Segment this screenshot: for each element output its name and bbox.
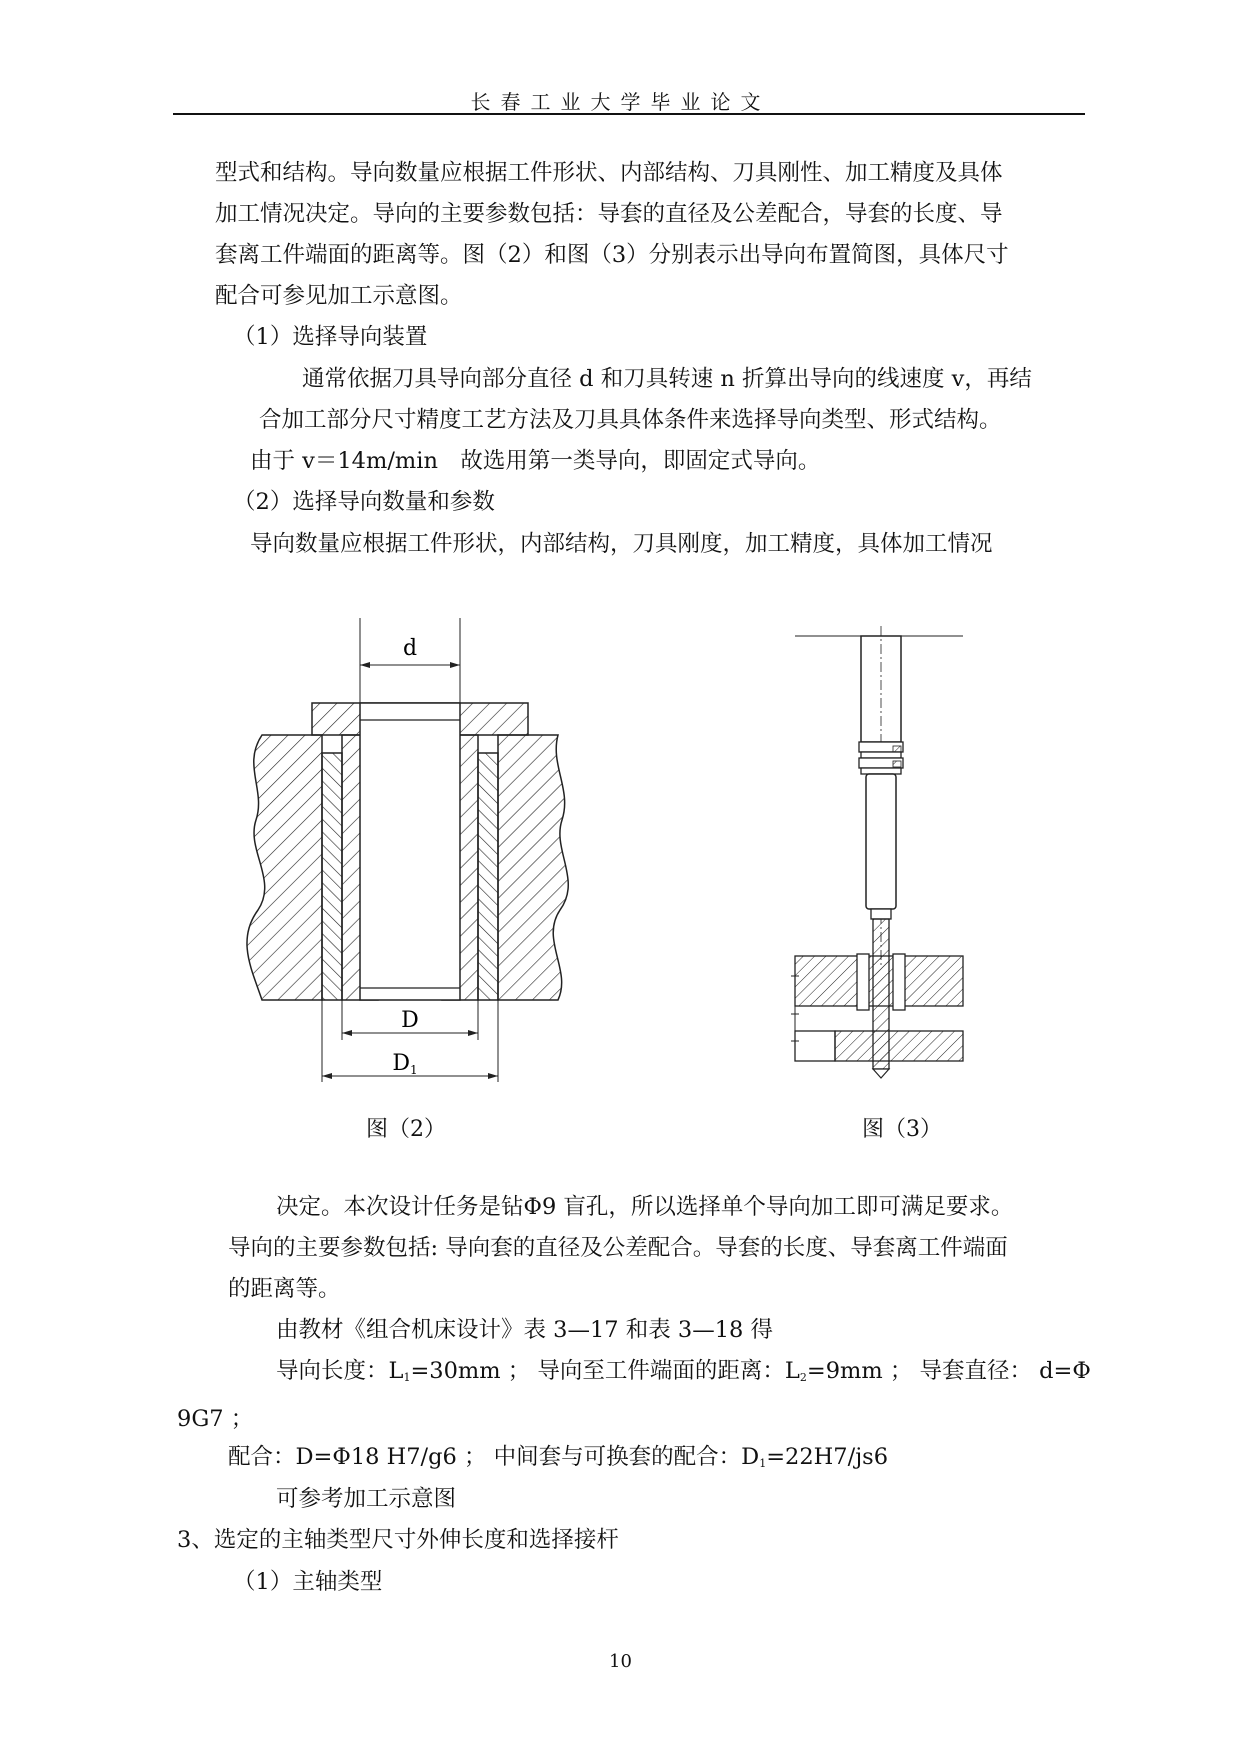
- paragraph-line: 由教材《组合机床设计》表 3—17 和表 3—18 得: [276, 1317, 774, 1343]
- dim-label-D1: D1: [392, 1051, 418, 1077]
- paragraph-line: 导向数量应根据工件形状，内部结构，刀具刚度，加工精度，具体加工情况: [250, 531, 993, 557]
- paragraph-line: 配合可参见加工示意图。: [215, 283, 463, 309]
- page-number: 10: [609, 1651, 632, 1672]
- paragraph-line: 的距离等。: [228, 1276, 341, 1302]
- subsection-heading: （2）选择导向数量和参数: [233, 489, 495, 515]
- param-line-tolerance: 9G7 ；: [177, 1406, 254, 1432]
- param-line-reference: 可参考加工示意图: [276, 1486, 457, 1512]
- paragraph-line: 通常依据刀具导向部分直径 d 和刀具转速 n 折算出导向的线速度 v，再结: [302, 366, 1032, 392]
- figure-2-caption: 图（2）: [366, 1117, 446, 1142]
- paragraph-line: 导向的主要参数包括: 导向套的直径及公差配合。导套的长度、导套离工件端面: [228, 1235, 1008, 1261]
- paragraph-line: 决定。本次设计任务是钻Φ9 盲孔，所以选择单个导向加工即可满足要求。: [276, 1194, 1014, 1220]
- header-rule: [173, 113, 1085, 115]
- paragraph-line: 合加工部分尺寸精度工艺方法及刀具具体条件来选择导向类型、形式结构。: [259, 407, 1002, 433]
- subsection-heading: （1）选择导向装置: [233, 324, 428, 350]
- dim-label-D: D: [401, 1008, 419, 1033]
- param-line-lengths: 导向长度：$L_1=30mm$ ； 导向至工件端面的距离：$L_2=9mm$ ； 导套直径： d=Φ: [276, 1358, 1091, 1384]
- figure-2-guide-bushing: [250, 620, 570, 1077]
- section-heading: 3、选定的主轴类型尺寸外伸长度和选择接杆: [177, 1527, 619, 1553]
- paragraph-line: 套离工件端面的距离等。图（2）和图（3）分别表示出导向布置简图，具体尺寸: [215, 242, 1009, 268]
- paragraph-line: 型式和结构。导向数量应根据工件形状、内部结构、刀具刚性、加工精度及具体: [215, 160, 1003, 186]
- figure-3-caption: 图（3）: [862, 1117, 942, 1142]
- dim-label-d: d: [402, 636, 418, 661]
- figure-3-spindle-guide: [795, 636, 975, 1081]
- param-line-fits: 配合：D=Φ18 H7/g6 ； 中间套与可换套的配合：$D_1=22H7/js6$: [228, 1444, 889, 1470]
- page-header-title: 长春工业大学毕业论文: [470, 90, 771, 114]
- subsection-heading: （1）主轴类型: [233, 1569, 383, 1595]
- paragraph-line: 加工情况决定。导向的主要参数包括：导套的直径及公差配合，导套的长度、导: [215, 201, 1003, 227]
- paragraph-line: 由于 v＝14m/min 故选用第一类导向，即固定式导向。: [250, 448, 821, 474]
